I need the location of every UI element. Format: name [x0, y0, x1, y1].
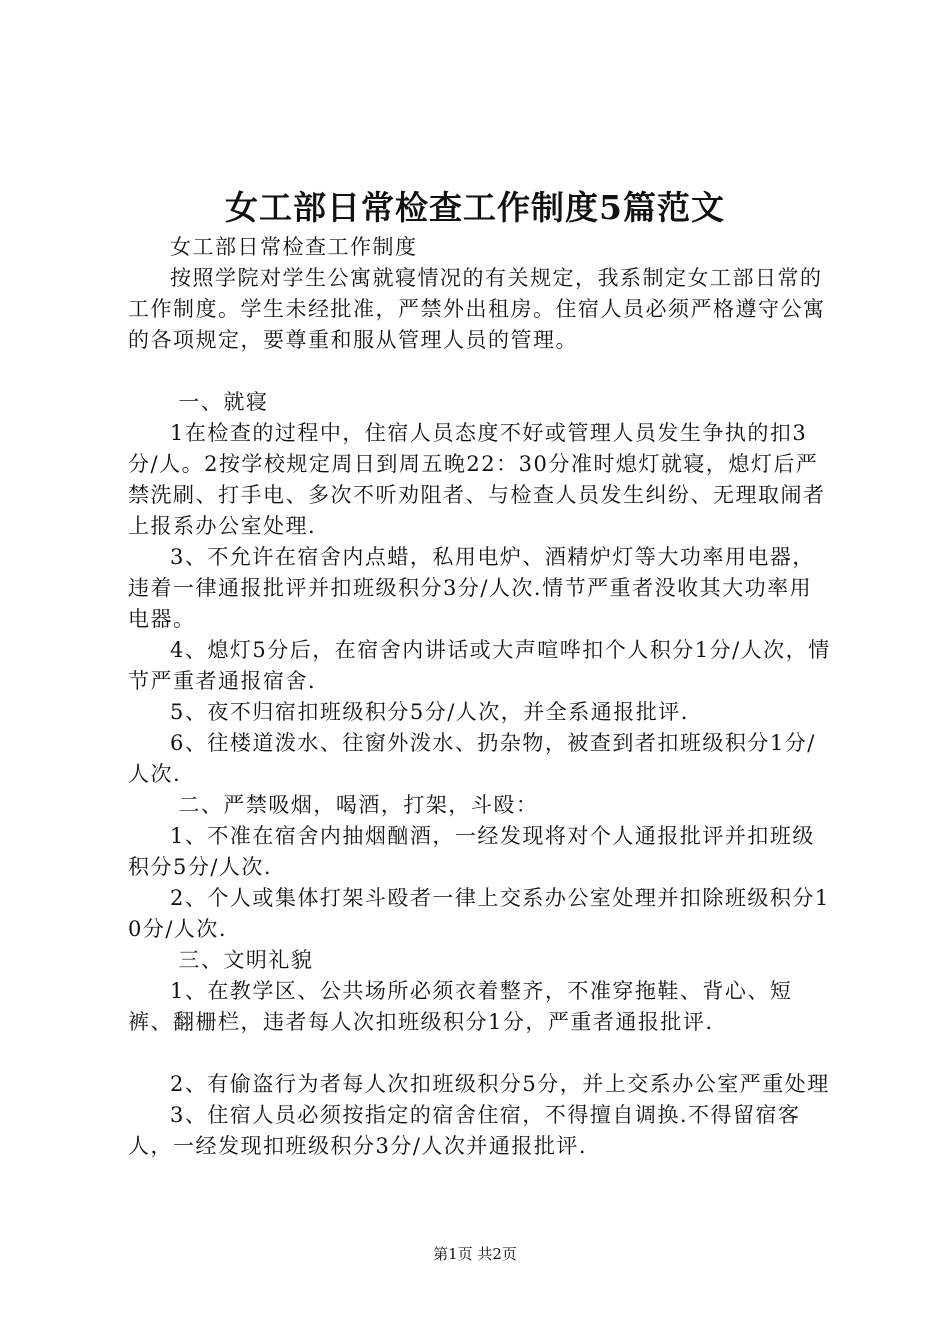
section-heading-manners: 三、文明礼貌 [178, 948, 314, 972]
paragraph-rule: 2、有偷盗行为者每人次扣班级积分5分，并上交系办公室严重处理 [170, 1072, 830, 1096]
paragraph-rule: 1在检查的过程中，住宿人员态度不好或管理人员发生争执的扣3分/人。2按学校规定周日到周五晚22：30分准时熄灯就寝，熄灯后严禁洗刷、打手电、多次不听劝阻者、与检查人员发生纠纷、无理取闹者上报系办公室处理. [128, 421, 826, 538]
paragraph-rule: 6、往楼道泼水、往窗外泼水、扔杂物，被查到者扣班级积分1分/人次. [128, 731, 816, 786]
paragraph-rule: 5、夜不归宿扣班级积分5分/人次，并全系通报批评. [170, 700, 689, 724]
page-footer: 第1页 共2页 [433, 1245, 517, 1263]
paragraph-subtitle: 女工部日常检查工作制度 [170, 235, 418, 259]
paragraph-intro: 按照学院对学生公寓就寝情况的有关规定，我系制定女工部日常的工作制度。学生未经批准，严禁外出租房。住宿人员必须严格遵守公寓的各项规定，要尊重和服从管理人员的管理。 [128, 266, 826, 352]
document-body [128, 232, 833, 1162]
paragraph-spacer [128, 356, 833, 387]
paragraph-rule: 1、在教学区、公共场所必须衣着整齐，不准穿拖鞋、背心、短裤、翻栅栏，违者每人次扣班级积分1分，严重者通报批评. [128, 979, 793, 1034]
document-title: 女工部日常检查工作制度5篇范文 [225, 188, 725, 227]
paragraph-rule: 4、熄灯5分后，在宿舍内讲话或大声喧哗扣个人积分1分/人次，情节严重者通报宿舍. [128, 638, 831, 693]
section-heading-sleep: 一、就寝 [178, 390, 269, 414]
paragraph-rule: 3、住宿人员必须按指定的宿舍住宿，不得擅自调换.不得留宿客人，一经发现扣班级积分3分/人次并通报批评. [128, 1103, 801, 1158]
paragraph-spacer [128, 1038, 833, 1069]
paragraph-rule: 3、不允许在宿舍内点蜡，私用电炉、酒精炉灯等大功率用电器，违着一律通报批评并扣班级积分3分/人次.情节严重者没收其大功率用电器。 [128, 545, 815, 631]
section-heading-smoking: 二、严禁吸烟，喝酒，打架，斗殴： [178, 793, 539, 817]
paragraph-rule: 1、不准在宿舍内抽烟酗酒，一经发现将对个人通报批评并扣班级积分5分/人次. [128, 824, 815, 879]
paragraph-rule: 2、个人或集体打架斗殴者一律上交系办公室处理并扣除班级积分10分/人次. [128, 886, 830, 941]
